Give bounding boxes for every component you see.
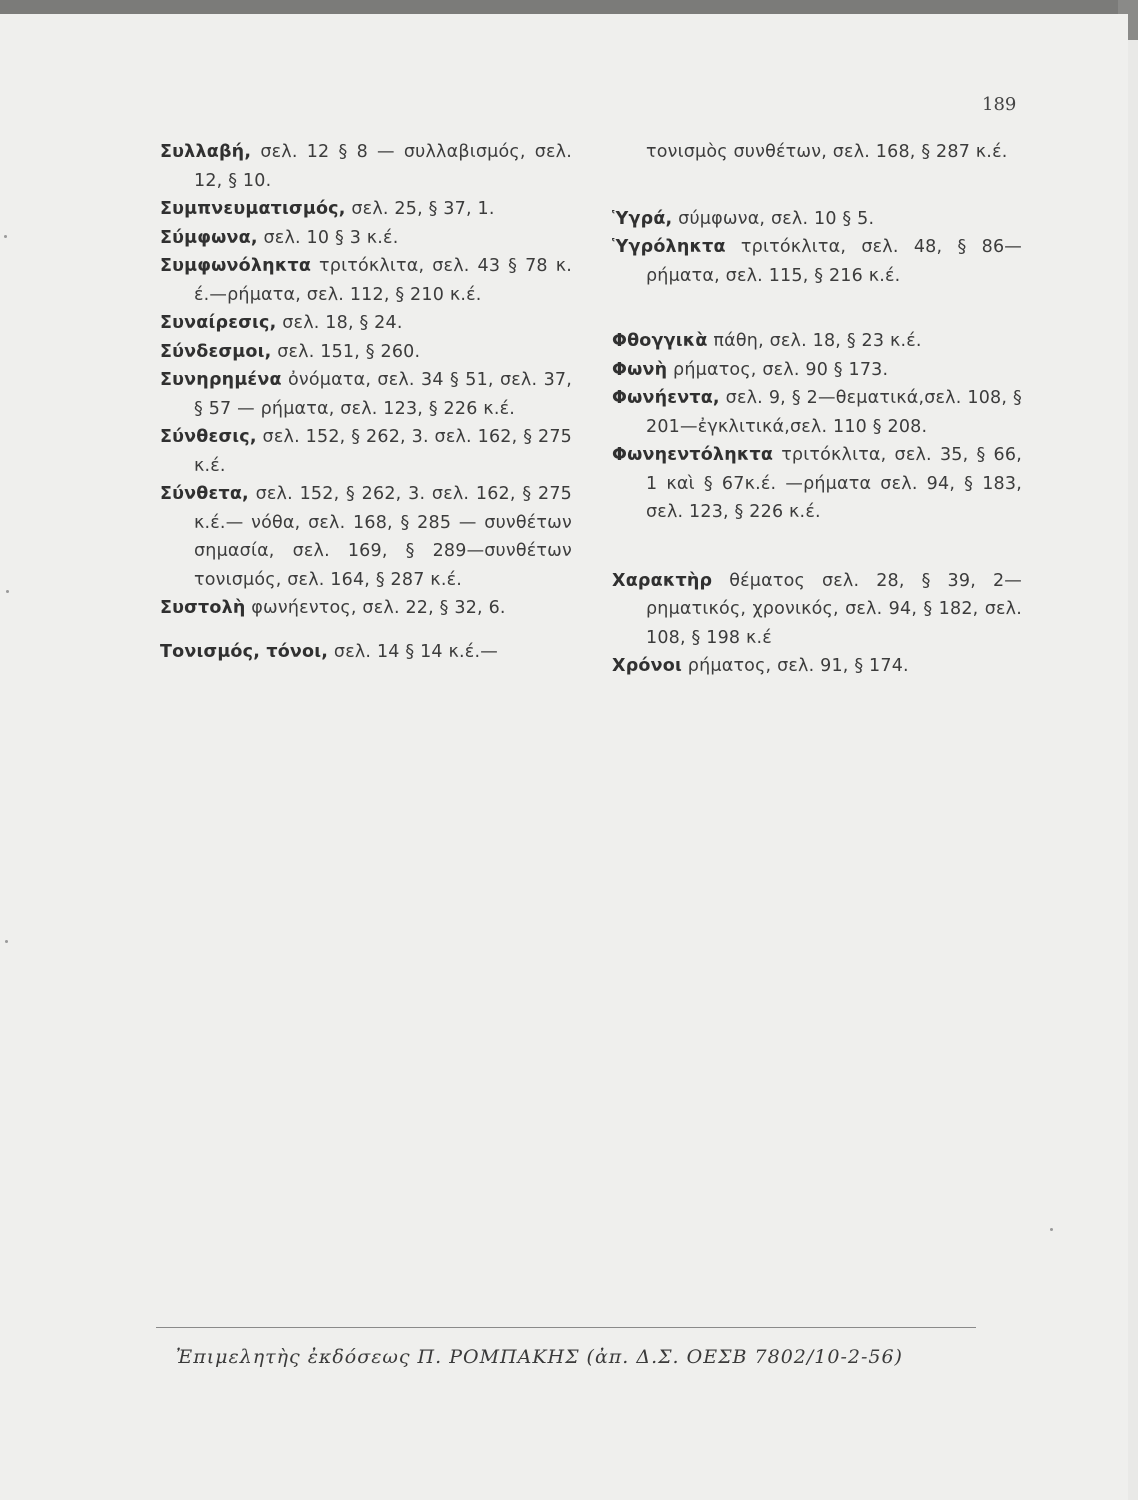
entry-term: Φωνὴ: [612, 359, 668, 380]
scan-top-edge: [0, 0, 1138, 14]
entry-term: Συμπνευματισμός,: [160, 199, 346, 219]
footer-rule: [156, 1327, 976, 1328]
index-entry: [612, 233, 1022, 290]
entry-references: τριτόκλιτα, σελ. 35, § 66, 1 καὶ § 67κ.έ. —ρήματα σελ. 94, § 183, σελ. 123, § 226 κ.έ.: [646, 445, 1022, 522]
entry-references: τριτόκλιτα, σελ. 43 § 78 κ. έ.—ρήματα, σελ. 112, § 210 κ.έ.: [194, 256, 572, 305]
entry-references: σύμφωνα, σελ. 10 § 5.: [672, 208, 875, 229]
index-entry-continuation: τονισμὸς συνθέτων, σελ. 168, § 287 κ.έ.: [646, 142, 1008, 162]
index-entry: [612, 327, 1022, 356]
index-entry: [160, 423, 572, 480]
group-spacer: [612, 527, 1022, 567]
index-entry: [160, 224, 572, 253]
entry-references: ρήματος, σελ. 90 § 173.: [667, 359, 889, 380]
entry-references: σελ. 25, § 37, 1.: [345, 199, 495, 219]
entry-term: Σύνδεσμοι,: [160, 341, 272, 362]
entry-references: τριτόκλιτα, σελ. 48, § 86—ρήματα, σελ. 115, § 216 κ.έ.: [646, 237, 1022, 286]
index-column-left: [160, 138, 572, 666]
index-entry: [612, 441, 1022, 527]
index-entry: [160, 480, 572, 594]
entry-references: ρήματος, σελ. 91, § 174.: [682, 656, 909, 676]
entry-term: Συναίρεσις,: [160, 313, 277, 333]
entry-term: Φωνηεντόληκτα: [612, 445, 774, 465]
entry-references: σελ. 152, § 262, 3. σελ. 162, § 275 κ.έ.— νόθα, σελ. 168, § 285 — συνθέτων σημασία, σελ. 169, § 289—συνθέτων τονισμός, σελ. 164, § 287 κ.έ.: [194, 484, 572, 590]
entry-term: Φωνήεντα,: [612, 388, 720, 408]
group-spacer: [612, 167, 1022, 205]
entry-term: Φθογγικὰ: [612, 331, 708, 351]
entry-references: φωνήεντος, σελ. 22, § 32, 6.: [245, 598, 506, 618]
index-entry: [160, 195, 572, 224]
entry-references: σελ. 151, § 260.: [271, 341, 421, 362]
entry-term: Συλλαβή,: [160, 142, 252, 162]
scan-speck: [4, 235, 7, 238]
entry-term: Χαρακτὴρ: [612, 570, 713, 591]
index-entry: [160, 138, 572, 195]
entry-term: Χρόνοι: [612, 656, 683, 676]
entry-references: θέματος σελ. 28, § 39, 2—ρηματικός, χρονικός, σελ. 94, § 182, σελ. 108, § 198 κ.έ: [646, 570, 1022, 648]
index-entry: [612, 384, 1022, 441]
scan-speck: [1050, 1228, 1053, 1231]
index-entry: [612, 652, 1022, 681]
scan-speck: [5, 940, 8, 943]
index-entry: [160, 594, 572, 623]
entry-term: Ὑγρά,: [612, 208, 673, 229]
entry-references: ὀνόματα, σελ. 34 § 51, σελ. 37, § 57 — ρήματα, σελ. 123, § 226 κ.έ.: [194, 370, 572, 419]
entry-references: σελ. 18, § 24.: [276, 313, 403, 333]
entry-references: σελ. 12 § 8 — συλλαβισμός, σελ. 12, § 10.: [194, 142, 572, 191]
entry-references: σελ. 14 § 14 κ.έ.—: [328, 641, 498, 662]
index-entry: [160, 638, 572, 667]
entry-references: σελ. 152, § 262, 3. σελ. 162, § 275 κ.έ.: [194, 427, 572, 476]
entry-term: Ὑγρόληκτα: [612, 237, 726, 257]
publisher-footer: Ἐπιμελητὴς ἐκδόσεως Π. ΡΟΜΠΑΚΗΣ (ἀπ. Δ.Σ. ΟΕΣΒ 7802/10-2-56): [176, 1346, 903, 1368]
page-number: 189: [982, 94, 1017, 115]
index-entry: [160, 338, 572, 367]
index-entry: [612, 356, 1022, 385]
index-entry: [160, 309, 572, 338]
index-entry: [612, 567, 1022, 653]
entry-references: σελ. 10 § 3 κ.έ.: [257, 227, 399, 248]
index-entry: [160, 366, 572, 423]
index-entry: [612, 205, 1022, 234]
entry-term: Συνηρημένα: [160, 370, 282, 390]
group-spacer: [160, 623, 572, 638]
group-spacer: [612, 290, 1022, 327]
entry-term: Σύνθεσις,: [160, 427, 257, 447]
index-entry: [160, 252, 572, 309]
entry-term: Συστολὴ: [160, 598, 246, 618]
index-column-right: [612, 138, 1022, 681]
entry-term: Σύνθετα,: [160, 484, 249, 504]
scan-speck: [6, 590, 9, 593]
entry-term: Τονισμός, τόνοι,: [160, 641, 329, 662]
entry-references: σελ. 9, § 2—θεματικά,σελ. 108, § 201—ἐγκλιτικά,σελ. 110 § 208.: [646, 388, 1022, 437]
entry-references: πάθη, σελ. 18, § 23 κ.έ.: [707, 331, 922, 351]
entry-term: Συμφωνόληκτα: [160, 256, 312, 276]
entry-term: Σύμφωνα,: [160, 227, 258, 248]
